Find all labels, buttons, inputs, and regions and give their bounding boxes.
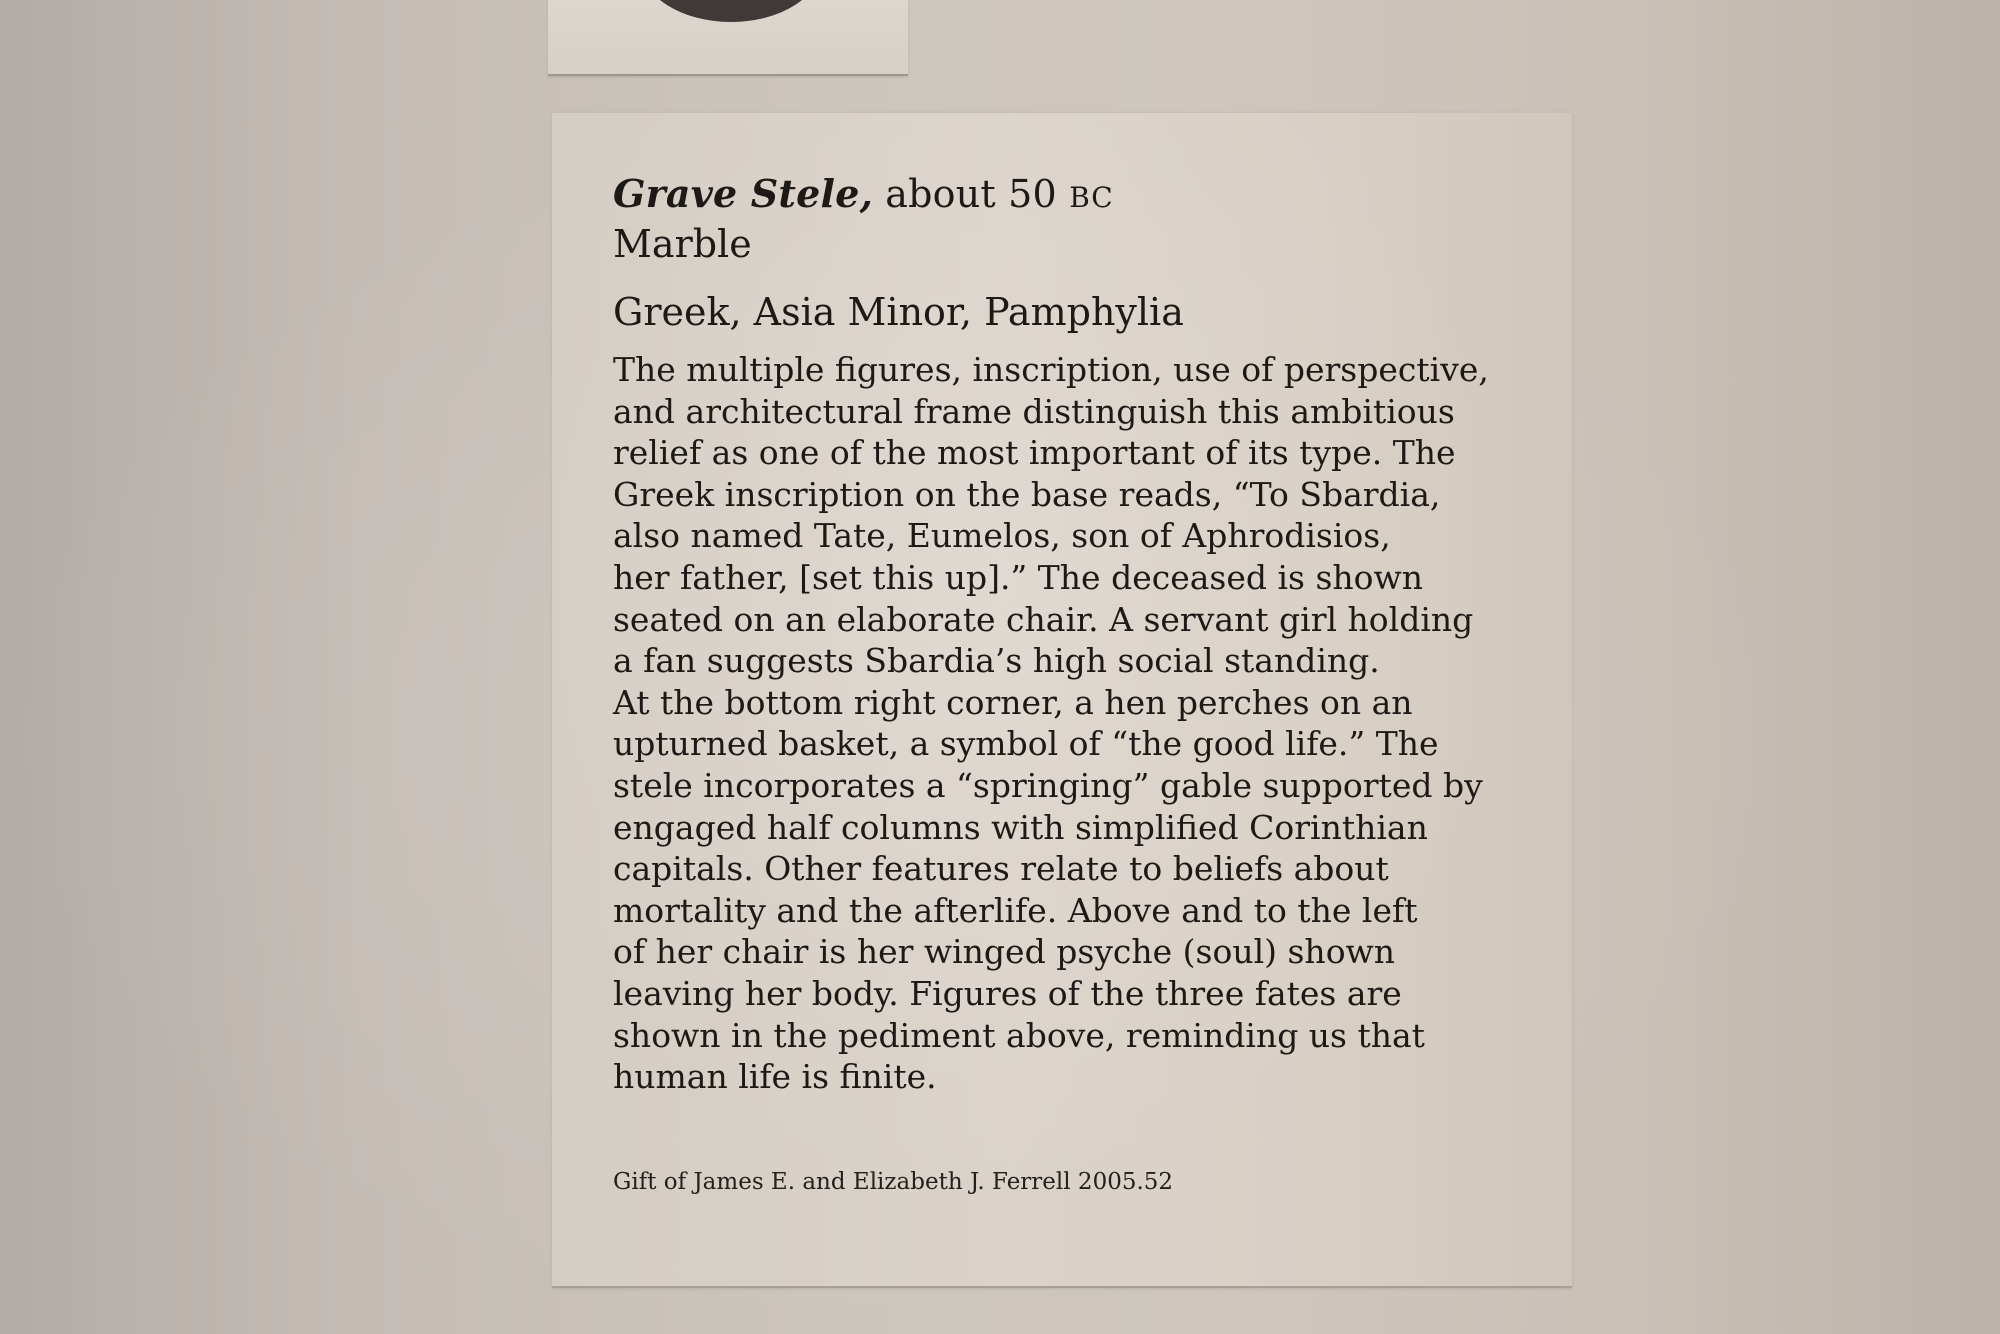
- credit-line: Gift of James E. and Elizabeth J. Ferrell 2005.52: [613, 1169, 1174, 1195]
- artwork-medium: Marble: [613, 222, 752, 266]
- title-line: [613, 171, 1553, 221]
- description-line: and architectural frame distinguish this ambitious: [613, 391, 1455, 431]
- description-line: leaving her body. Figures of the three fates are: [613, 973, 1402, 1013]
- artwork-era: BC: [1069, 181, 1114, 214]
- artwork-date: about 50: [885, 172, 1057, 216]
- museum-label: [552, 112, 1572, 1288]
- description-line: a fan suggests Sbardia’s high social standing.: [613, 641, 1380, 681]
- description-line: mortality and the afterlife. Above and to the left: [613, 890, 1418, 930]
- wall-edge-line: [555, 1287, 1565, 1288]
- description-line: The multiple figures, inscription, use of perspective,: [613, 350, 1489, 389]
- label-content: [613, 171, 1553, 1098]
- description-line: Greek inscription on the base reads, “To Sbardia,: [613, 474, 1441, 514]
- description-line: shown in the pediment above, reminding us that: [613, 1015, 1425, 1055]
- description-line: human life is finite.: [613, 1057, 937, 1097]
- description-line: stele incorporates a “springing” gable supported by: [613, 765, 1483, 805]
- adjacent-card: [548, 0, 908, 76]
- description-line: relief as one of the most important of its type. The: [613, 433, 1456, 473]
- description-line: also named Tate, Eumelos, son of Aphrodisios,: [613, 516, 1391, 556]
- description-line: engaged half columns with simplified Corinthian: [613, 807, 1428, 847]
- artwork-title: Grave Stele,: [613, 171, 873, 216]
- description-line: upturned basket, a symbol of “the good life.” The: [613, 724, 1439, 764]
- description-line: At the bottom right corner, a hen perches on an: [613, 682, 1413, 722]
- description-line: seated on an elaborate chair. A servant girl holding: [613, 599, 1474, 639]
- description-line: capitals. Other features relate to beliefs about: [613, 849, 1389, 889]
- description-line: of her chair is her winged psyche (soul) shown: [613, 932, 1396, 972]
- dark-disc-graphic: [641, 0, 821, 22]
- artwork-description: [613, 349, 1553, 1098]
- artwork-culture: Greek, Asia Minor, Pamphylia: [613, 290, 1184, 334]
- description-line: her father, [set this up].” The deceased is shown: [613, 557, 1424, 597]
